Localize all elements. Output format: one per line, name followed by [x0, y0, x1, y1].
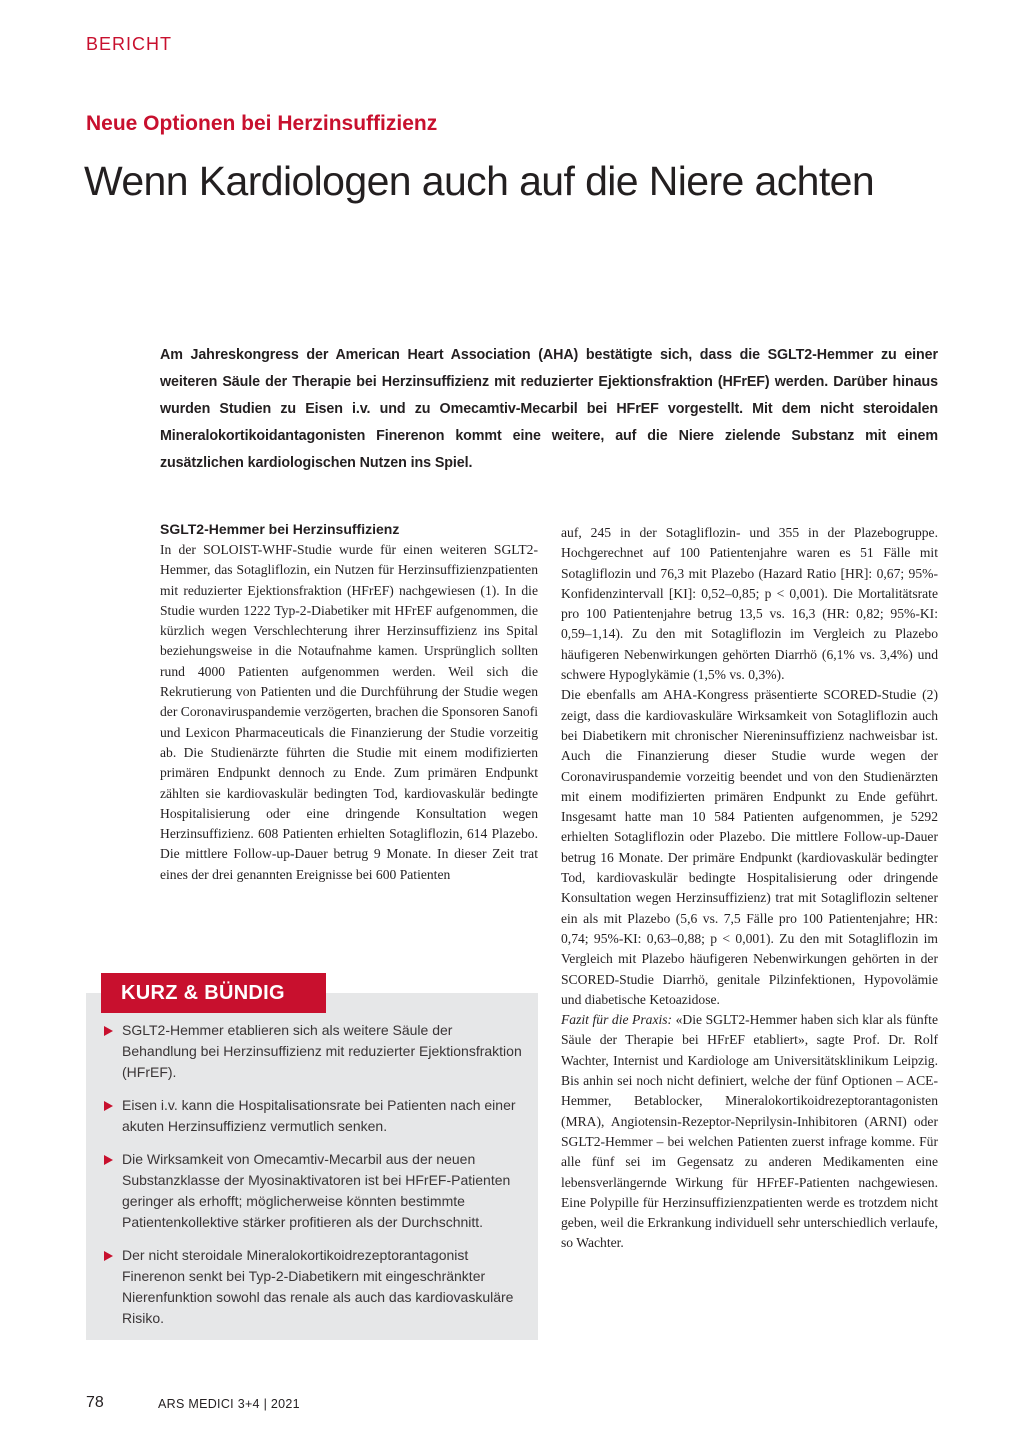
section-label: BERICHT: [86, 34, 173, 54]
journal-issue: ARS MEDICI 3+4 | 2021: [158, 1397, 300, 1411]
summary-list-item: [103, 1020, 523, 1083]
summary-item-text: Die Wirksamkeit von Omecamtiv-Mecarbil aus der neuen Substanzklasse der Myosinaktivatoren ist bei HFrEF-Patienten geringer als erhofft; möglicherweise könnten bestimmte Patientenkollektive stärker profitieren als der Durchschnitt.: [122, 1151, 511, 1230]
body-column-left: [160, 519, 538, 885]
article-kicker: Neue Optionen bei Herzinsuffizienz: [86, 112, 438, 135]
summary-list-item: [103, 1149, 523, 1233]
summary-list-item: [103, 1095, 523, 1137]
summary-box-title: KURZ & BÜNDIG: [101, 973, 326, 1013]
body-column-right: [561, 523, 938, 1254]
summary-item-text: Der nicht steroidale Mineralokortikoidrezeptorantagonist Finerenon senkt bei Typ-2-Diabetikern mit eingeschränkter Nierenfunktion sowohl das renale als auch das kardiovaskuläre Risiko.: [122, 1247, 514, 1326]
body-paragraph-fazit: [561, 1010, 938, 1254]
summary-item-text: SGLT2-Hemmer etablieren sich als weitere Säule der Behandlung bei Herzinsuffizienz mit reduzierter Ejektionsfraktion (HFrEF).: [122, 1022, 522, 1080]
summary-list-item: [103, 1245, 523, 1329]
article-lead: Am Jahreskongress der American Heart Association (AHA) bestätigte sich, dass die SGLT2-Hemmer zu einer weiteren Säule der Therapie bei Herzinsuffizienz mit reduzierter Ejektionsfraktion (HFrEF) werden. Darüber hinaus wurden Studien zu Eisen i.v. und zu Omecamtiv-Mecarbil bei HFrEF vorgestellt. Mit dem nicht steroidalen Mineralokortikoidantagonisten Finerenon kommt eine weitere, auf die Niere zielende Substanz mit einem zusätzlichen kardiologischen Nutzen ins Spiel.: [160, 347, 938, 471]
fazit-label: Fazit für die Praxis:: [561, 1012, 673, 1028]
triangle-bullet-icon: [104, 1251, 113, 1261]
fazit-text: «Die SGLT2-Hemmer haben sich klar als fünfte Säule der Therapie bei HFrEF etabliert», sagte Prof. Dr. Rolf Wachter, Internist und Kardiologe am Universitätsklinikum Leipzig. Bis anhin sei noch nicht definiert, welche der fünf Optionen – ACE-Hemmer, Betablocker, Mineralokortikoidrezeptorantagonisten (MRA), Angiotensin-Rezeptor-Neprilysin-Inhibitoren (ARNI) oder SGLT2-Hemmer – bei welchen Patienten zuerst infrage komme. Für alle fünf sei im Gegensatz zu anderen Medikamenten eine lebensverlängernde Wirkung für HFrEF-Patienten nachgewiesen. Eine Polypille für Herzinsuffizienzpatienten werde es trotzdem nicht geben, weil die Erkrankung individuell sehr unterschiedlich verlaufe, so Wachter.: [561, 1012, 938, 1251]
summary-item-text: Eisen i.v. kann die Hospitalisationsrate bei Patienten nach einer akuten Herzinsuffizienz vermutlich senken.: [122, 1097, 516, 1134]
summary-list: [103, 1020, 523, 1341]
triangle-bullet-icon: [104, 1155, 113, 1165]
triangle-bullet-icon: [104, 1026, 113, 1036]
page-number: 78: [86, 1394, 104, 1411]
body-paragraph: Die ebenfalls am AHA-Kongress präsentierte SCORED-Studie (2) zeigt, dass die kardiovaskuläre Wirksamkeit von Sotagliflozin auch bei Diabetikern mit chronischer Niereninsuffizienz nachweisbar ist. Auch die Finanzierung dieser Studie wurde wegen der Coronaviruspandemie vorzeitig beendet und von den Studienärzten mit einem modifizierten primären Endpunkt zu Ende geführt. Insgesamt hatte man 10 584 Patienten aufgenommen, je 5292 erhielten Sotagliflozin oder Plazebo. Die mittlere Follow-up-Dauer betrug 16 Monate. Der primäre Endpunkt (kardiovaskulär bedingter Tod, kardiovaskulär bedingte Hospitalisierung oder dringende Konsultation wegen Herzinsuffizienz) trat mit Sotagliflozin seltener ein als mit Plazebo (5,6 vs. 7,5 Fälle pro 100 Patientenjahre; HR: 0,74; 95%-KI: 0,63–0,88; p < 0,001). Zu den mit Sotagliflozin im Vergleich mit Plazebo häufigeren Nebenwirkungen gehörten in der SCORED-Studie Diarrhö, genitale Pilzinfektionen, Hypovolämie und diabetische Ketoazidose.: [561, 687, 938, 1007]
triangle-bullet-icon: [104, 1101, 113, 1111]
section-subhead: SGLT2-Hemmer bei Herzinsuffizienz: [160, 521, 400, 537]
body-paragraph: auf, 245 in der Sotagliflozin- und 355 in der Plazebogruppe. Hochgerechnet auf 100 Patientenjahre waren es 51 Fälle mit Sotagliflozin und 76,3 mit Plazebo (Hazard Ratio [HR]: 0,67; 95%-Konfidenzintervall [KI]: 0,52–0,85; p < 0,001). Die Mortalitätsrate pro 100 Patientenjahre betrug 13,5 vs. 16,3 (HR: 0,82; 95%-KI: 0,59–1,14). Zu den mit Sotagliflozin im Vergleich zu Plazebo häufigeren Nebenwirkungen gehörten Diarrhö (6,1% vs. 3,4%) und schwere Hypoglykämie (1,5% vs. 0,3%).: [561, 525, 938, 683]
article-headline: Wenn Kardiologen auch auf die Niere achten: [84, 158, 875, 204]
body-paragraph: In der SOLOIST-WHF-Studie wurde für einen weiteren SGLT2-Hemmer, das Sotagliflozin, ein Nutzen für Herzinsuffizienzpatienten mit reduzierter Ejektionsfraktion (HFrEF) nachgewiesen (1). In die Studie wurden 1222 Typ-2-Diabetiker mit HFrEF aufgenommen, die kürzlich wegen Verschlechterung ihrer Herzinsuffizienz ins Spital beziehungsweise in die Notaufnahme kamen. Ursprünglich sollten rund 4000 Patienten aufgenommen werden. Weil sich die Rekrutierung von Patienten und die Durchführung der Studie wegen der Coronaviruspandemie verzögerten, brachen die Sponsoren Sanofi und Lexicon Pharmaceuticals die Finanzierung der Studie vorzeitig ab. Die Studienärzte führten die Studie mit einem modifizierten primären Endpunkt dennoch zu Ende. Zum primären Endpunkt zählten sie kardiovaskulär bedingten Tod, kardiovaskulär bedingte Hospitalisierung oder eine dringende Konsultation wegen Herzinsuffizienz. 608 Patienten erhielten Sotagliflozin, 614 Plazebo. Die mittlere Follow-up-Dauer betrug 9 Monate. In dieser Zeit trat eines der drei genannten Ereignisse bei 600 Patienten: [160, 542, 538, 882]
